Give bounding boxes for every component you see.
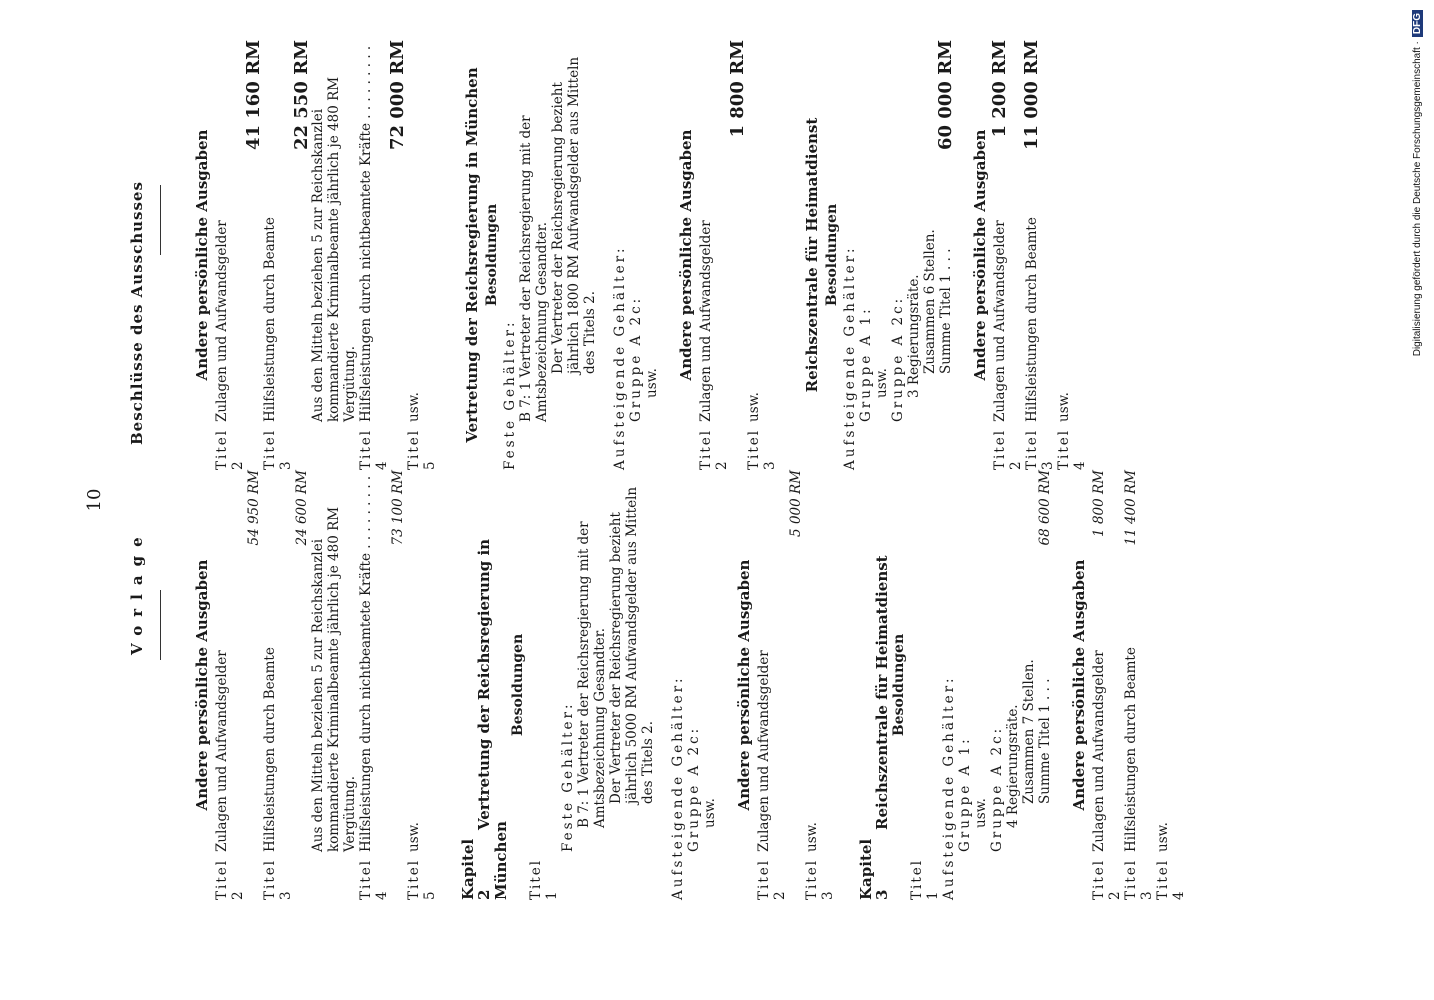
group-label: Gruppe A 2c:	[989, 725, 1005, 852]
group-label: Gruppe A 1:	[858, 306, 874, 422]
group-label: Gruppe A 2c:	[628, 295, 644, 422]
amount: 72 000 RM	[387, 40, 408, 151]
amount: 73 100 RM	[390, 470, 406, 546]
chapter-heading: Vertretung der Reichsregierung in München	[463, 67, 481, 443]
note-text: Aus den Mitteln beziehen 5 zur Reichskanzlei kommandierte Kriminalbeamte jährlich je 480 RM Vergütung.	[310, 76, 358, 422]
title-text: Zulagen und Aufwandsgelder	[698, 220, 714, 422]
title-label: Titel 1	[528, 858, 560, 900]
title-text: Zulagen und Aufwandsgelder	[992, 220, 1008, 422]
subheading: Besoldungen	[824, 203, 840, 307]
subheading: Besoldungen	[891, 633, 907, 737]
title-label: Titel 3	[262, 858, 294, 900]
title-label: Titel 4	[1056, 428, 1088, 470]
title-label: Titel 5	[406, 858, 438, 900]
amount: 60 000 RM	[935, 40, 956, 151]
amount: 1 800 RM	[727, 40, 748, 138]
title-label: Titel 3	[746, 428, 778, 470]
entry-text: usw.	[874, 368, 890, 398]
amount: 1 200 RM	[989, 40, 1010, 138]
title-text: usw.	[1155, 822, 1171, 852]
divider	[160, 590, 161, 660]
entry-text: B 7: 1 Vertreter der Reichsregierung mit der Amtsbezeichnung Gesandter.	[518, 115, 550, 422]
group-label: Gruppe A 1:	[957, 736, 973, 852]
dfg-logo: DFG	[1412, 10, 1423, 37]
title-label: Titel 2	[698, 428, 730, 470]
entry-text: B 7: 1 Vertreter der Reichsregierung mit der Amtsbezeichnung Gesandter.	[576, 521, 608, 828]
entry-text: Zusammen 6 Stellen.	[922, 229, 938, 374]
amount: 54 950 RM	[246, 470, 262, 546]
sum-text: Summe Titel 1 . . .	[1037, 678, 1053, 804]
left-column	[190, 470, 1187, 900]
right-column-heading: Beschlüsse des Ausschusses	[128, 181, 146, 445]
title-label: Titel 4	[1155, 858, 1187, 900]
entry-text: usw.	[973, 798, 989, 828]
amount: 24 600 RM	[294, 470, 310, 546]
title-label: Titel 3	[1024, 428, 1056, 470]
amount: 5 000 RM	[788, 470, 804, 537]
group-label: Gruppe A 2c:	[890, 295, 906, 422]
chapter-heading: Reichszentrale für Heimatdienst	[873, 555, 891, 830]
title-text: usw.	[406, 392, 422, 422]
amount: 11 400 RM	[1123, 470, 1139, 546]
entry-text: usw.	[702, 798, 718, 828]
title-text: Hilfsleistungen durch Beamte	[262, 217, 278, 422]
title-label: Titel 2	[1091, 858, 1123, 900]
section-heading: Andere persönliche Ausgaben	[193, 129, 211, 381]
title-text: Zulagen und Aufwandsgelder	[756, 650, 772, 852]
group-label: Aufsteigende Gehälter:	[842, 245, 858, 470]
sum-text: Summe Titel 1 . . .	[938, 248, 954, 374]
section-heading: Andere persönliche Ausgaben	[193, 559, 211, 811]
entry-text: Der Vertreter der Reichsregierung bezieht jährlich 5000 RM Aufwandsgelder aus Mitteln des Titels 2.	[608, 486, 656, 804]
title-label: Titel 3	[262, 428, 294, 470]
section-heading: Andere persönliche Ausgaben	[1070, 559, 1088, 811]
entry-text: 4 Regierungsräte.	[1005, 704, 1021, 828]
title-label: Titel 2	[214, 428, 246, 470]
group-label: Gruppe A 2c:	[686, 725, 702, 852]
entry-text: 3 Regierungsräte.	[906, 274, 922, 398]
amount: 68 600 RM	[1037, 470, 1053, 546]
entry-text: Zusammen 7 Stellen.	[1021, 659, 1037, 804]
group-label: Feste Gehälter:	[560, 701, 576, 852]
entry-text: Der Vertreter der Reichsregierung bezieht jährlich 1800 RM Aufwandsgelder aus Mitteln des Titels 2.	[550, 56, 598, 374]
amount: 11 000 RM	[1021, 40, 1042, 151]
title-label: Titel 3	[1123, 858, 1155, 900]
title-label: Titel 2	[992, 428, 1024, 470]
chapter-label: Kapitel 3	[857, 838, 891, 900]
right-column	[190, 40, 1088, 470]
title-text: Hilfsleistungen durch Beamte	[1024, 217, 1040, 422]
subheading: Besoldungen	[484, 203, 500, 307]
group-label: Aufsteigende Gehälter:	[941, 675, 957, 900]
title-label: Titel 4	[358, 858, 390, 900]
amount: 1 800 RM	[1091, 470, 1107, 537]
left-column-heading: Vorlage	[128, 528, 146, 655]
chapter-label: Kapitel 2	[459, 838, 493, 900]
section-heading: Andere persönliche Ausgaben	[971, 129, 989, 381]
group-label: Feste Gehälter:	[502, 319, 518, 470]
divider	[160, 185, 161, 255]
title-text: usw.	[406, 822, 422, 852]
title-text: usw.	[804, 822, 820, 852]
title-label: Titel 1	[909, 858, 941, 900]
amount: 22 550 RM	[291, 40, 312, 151]
title-text: Zulagen und Aufwandsgelder	[214, 650, 230, 852]
title-label: Titel 3	[804, 858, 836, 900]
subheading: Besoldungen	[510, 633, 526, 737]
page-number: 10	[84, 488, 105, 512]
title-label: Titel 2	[214, 858, 246, 900]
section-heading: Andere persönliche Ausgaben	[735, 559, 753, 811]
title-text: usw.	[1056, 392, 1072, 422]
footer-text: Digitalisierung gefördert durch die Deutsche Forschungsgemeinschaft ·	[1412, 41, 1423, 357]
title-text: usw.	[746, 392, 762, 422]
title-label: Titel 5	[406, 428, 438, 470]
note-text: Aus den Mitteln beziehen 5 zur Reichskanzlei kommandierte Kriminalbeamte jährlich je 480 RM Vergütung.	[310, 506, 358, 852]
chapter-heading: Vertretung der Reichsregierung in München	[475, 538, 510, 900]
title-text: Hilfsleistungen durch nichtbeamtete Kräfte . . . . . . . . .	[358, 475, 374, 852]
title-text: Zulagen und Aufwandsgelder	[1091, 650, 1107, 852]
amount: 41 160 RM	[243, 40, 264, 151]
title-label: Titel 2	[756, 858, 788, 900]
title-text: Hilfsleistungen durch nichtbeamtete Kräfte . . . . . . . . .	[358, 45, 374, 422]
entry-text: usw.	[644, 368, 660, 398]
group-label: Aufsteigende Gehälter:	[612, 245, 628, 470]
title-text: Hilfsleistungen durch Beamte	[262, 647, 278, 852]
group-label: Aufsteigende Gehälter:	[670, 675, 686, 900]
title-label: Titel 4	[358, 428, 390, 470]
title-text: Zulagen und Aufwandsgelder	[214, 220, 230, 422]
section-heading: Andere persönliche Ausgaben	[677, 129, 695, 381]
chapter-heading: Reichszentrale für Heimatdienst	[803, 117, 821, 393]
title-text: Hilfsleistungen durch Beamte	[1123, 647, 1139, 852]
